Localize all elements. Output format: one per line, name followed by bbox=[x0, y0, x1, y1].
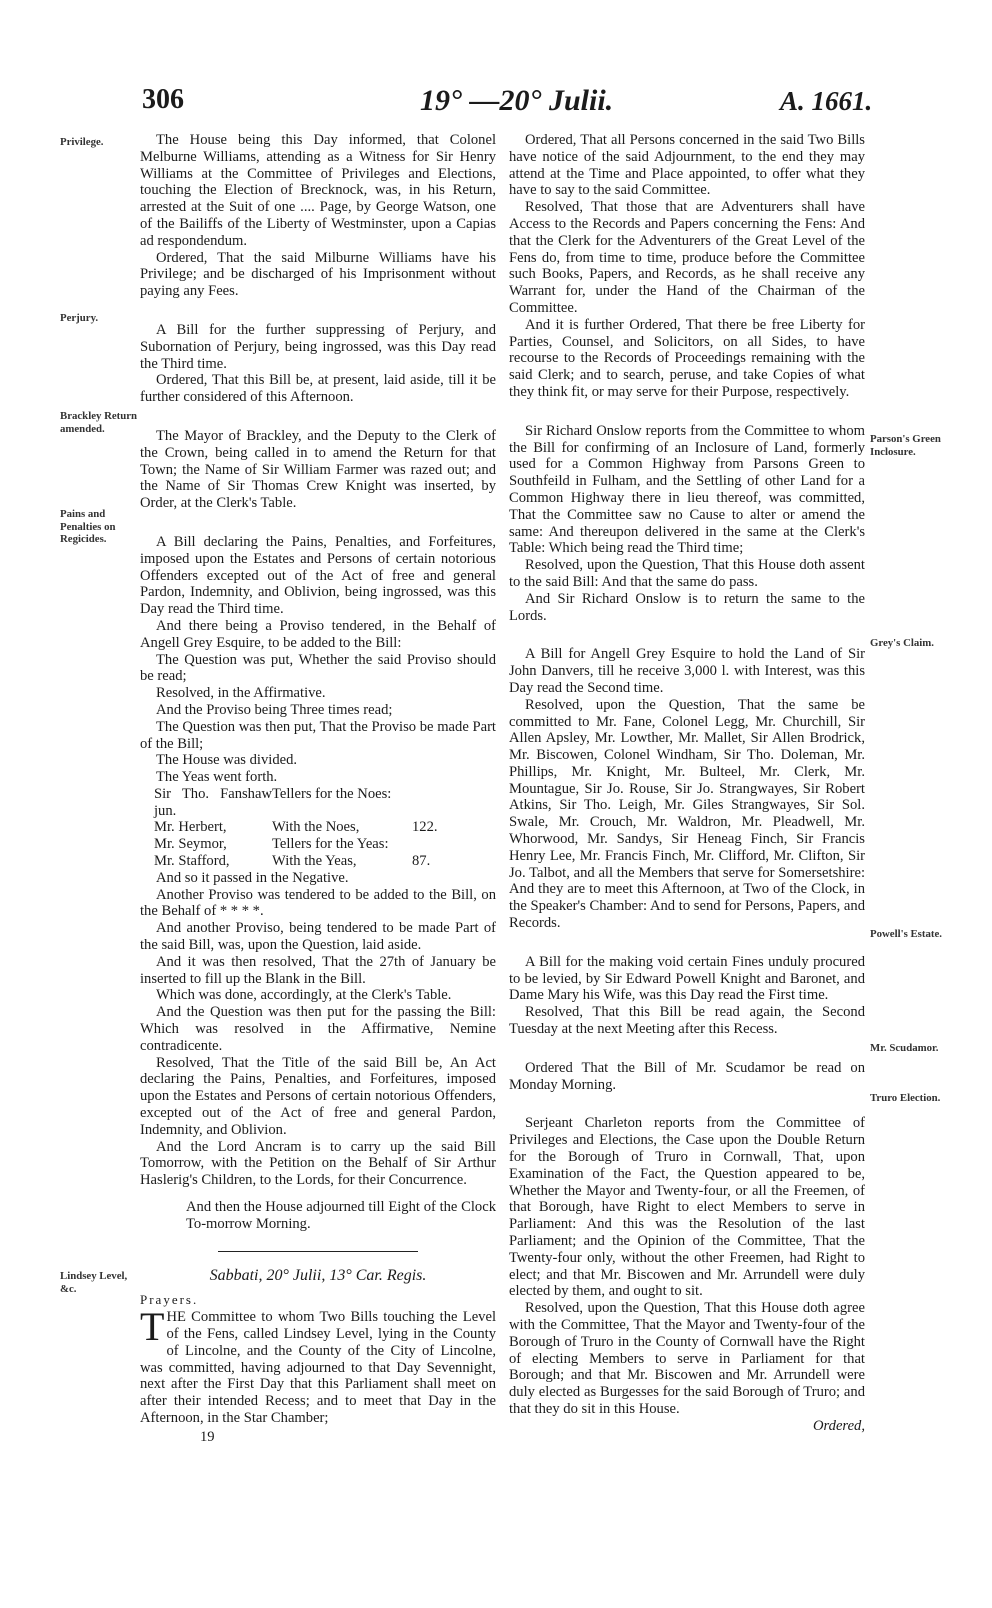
teller-count bbox=[412, 786, 452, 820]
paragraph: Resolved, That the Title of the said Bill be, An Act declaring the Pains, Penalties, and Forfeitures, imposed upon the Estates and Persons of certain notorious Offenders, excepted out of the Act of free and general Pardon, Indemnity, and Oblivion. bbox=[140, 1054, 496, 1138]
page-year: A. 1661. bbox=[780, 86, 873, 116]
teller-name: Mr. Stafford, bbox=[154, 853, 230, 870]
right-column bbox=[509, 132, 865, 1435]
adjournment-line: And then the House adjourned till Eight of the Clock To-morrow Morning. bbox=[186, 1199, 496, 1232]
day-heading: Sabbati, 20° Julii, 13° Car. Regis. bbox=[209, 1266, 427, 1284]
margin-note-truro: Truro Election. bbox=[870, 1092, 941, 1104]
paragraph: And it is further Ordered, That there be free Liberty for Parties, Counsel, and Solicitors, on all Sides, to have recourse to the Records of Proceedings remaining with the said Clerk; and to search, peruse, and take Copies of what they think fit, or may serve for their Purpose, respectively. bbox=[509, 316, 865, 400]
paragraph: A Bill for the further suppressing of Perjury, and Subornation of Perjury, being ingrossed, was this Day read the Third time. bbox=[140, 321, 496, 372]
teller-count bbox=[412, 836, 452, 853]
margin-note-pains: Pains and Penalties on Regicides. bbox=[60, 508, 116, 546]
paragraph: The Mayor of Brackley, and the Deputy to the Clerk of the Crown, being called in to amend the Return for that Town; the Name of Sir William Farmer was razed out; and the Name of Sir Thomas Crew Knight was inserted, by Order, at the Clerk's Table. bbox=[140, 427, 496, 512]
paragraph: The Question was put, Whether the said Proviso should be read; bbox=[140, 651, 496, 685]
tellers-table bbox=[140, 786, 496, 870]
tellers-row bbox=[154, 819, 496, 836]
page-number: 306 bbox=[142, 84, 184, 115]
teller-name: Sir Tho. Fanshaw jun. bbox=[154, 785, 272, 819]
tellers-row bbox=[154, 853, 496, 870]
section-divider bbox=[218, 1251, 418, 1252]
paragraph: And another Proviso, being tendered to be made Part of the said Bill, was, upon the Question, laid aside. bbox=[140, 920, 496, 954]
paragraph: The Yeas went forth. bbox=[156, 769, 278, 786]
margin-note-scudamor: Mr. Scudamor. bbox=[870, 1042, 939, 1054]
paragraph: Resolved, upon the Question, That this House doth agree with the Committee, That the Mayor and Twenty-four of the Borough of Truro in the County of Cornwall have the Right of electing Members to serve in Parliament for that Borough; and that Mr. Biscowen and Mr. Arrundell were duly elected as Burgesses for the said Borough of Truro; and that they do sit in this House. bbox=[509, 1300, 865, 1417]
drop-cap: T bbox=[140, 1304, 165, 1350]
paragraph: Resolved, upon the Question, That the same be committed to Mr. Fane, Colonel Legg, Mr. Churchill, Sir Allen Apsley, Mr. Lowther, Mr. Mallet, Sir Allen Brodrick, Mr. Biscowen, Colonel Windham, Sir Tho. Doleman, Mr. Phillips, Mr. Knight, Mr. Bulteel, Mr. Clerk, Mr. Mountague, Sir Jo. Rouse, Sir Jo. Strangwayes, Sir Robert Atkins, Sir Tho. Leigh, Mr. Giles Strangwayes, Sir Sol. Swale, Mr. Crouch, Mr. Waldron, Mr. Pleadwell, Mr. Whorwood, Mr. Sandys, Sir Heneag Finch, Sir Francis Henry Lee, Mr. Francis Finch, Mr. Clifford, Mr. Clifton, Sir Jo. Talbot, and all the Members that serve for Somersetshire: And they are to meet this Afternoon, at Two of the Clock, in the Speaker's Chamber: And to send for Persons, Papers, and Records. bbox=[509, 696, 865, 932]
paragraph: Sir Richard Onslow reports from the Committee to whom the Bill for confirming of an Inclosure of Land, formerly used for a Common Highway from Parsons Green to Southfeild in Fulham, and the Settling of other Land for a Common Highway there in lieu thereof, was committed, That the Committee saw no Cause to alter or amend the same: And thereupon delivered in the same at the Clerk's Table: Which being read the Third time; bbox=[509, 422, 865, 557]
paragraph: And there being a Proviso tendered, in the Behalf of Angell Grey Esquire, to be added to the Bill: bbox=[140, 617, 496, 651]
margin-note-brackley: Brackley Return amended. bbox=[60, 410, 138, 435]
margin-note-powell: Powell's Estate. bbox=[870, 928, 942, 940]
teller-name: Mr. Seymor, bbox=[154, 836, 227, 853]
paragraph: And it was then resolved, That the 27th of January be inserted to fill up the Blank in the Bill. bbox=[140, 953, 496, 987]
paragraph: A Bill for the making void certain Fines unduly procured to be levied, by Sir Edward Powell Knight and Baronet, and Dame Mary his Wife, was this Day read the First time. bbox=[509, 953, 865, 1004]
paragraph: Which was done, accordingly, at the Clerk's Table. bbox=[156, 987, 452, 1004]
teller-name: Mr. Herbert, bbox=[154, 819, 227, 836]
paragraph: Resolved, in the Affirmative. bbox=[156, 685, 326, 702]
paragraph: The House was divided. bbox=[156, 752, 298, 769]
paragraph: Ordered That the Bill of Mr. Scudamor be read on Monday Morning. bbox=[509, 1059, 865, 1093]
paragraph: Another Proviso was tendered to be added to the Bill, on the Behalf of * * * *. bbox=[140, 886, 496, 920]
teller-count: 87. bbox=[412, 853, 431, 870]
paragraph: Resolved, That this Bill be read again, the Second Tuesday at the next Meeting after this Recess. bbox=[509, 1004, 865, 1038]
tellers-row bbox=[154, 786, 496, 820]
paragraph: Ordered, That the said Milburne Williams have his Privilege; and be discharged of his Imprisonment without paying any Fees. bbox=[140, 249, 496, 300]
teller-role: With the Noes, bbox=[272, 819, 360, 836]
catchword: Ordered, bbox=[812, 1417, 865, 1434]
paragraph: Resolved, upon the Question, That this House doth assent to the said Bill: And that the same do pass. bbox=[509, 557, 865, 590]
teller-role: With the Yeas, bbox=[272, 853, 357, 870]
paragraph: And the Lord Ancram is to carry up the said Bill Tomorrow, with the Petition on the Behalf of Sir Arthur Haslerig's Children, to the Lords, for their Concurrence. bbox=[140, 1138, 496, 1189]
prayers-heading: Prayers. bbox=[140, 1292, 199, 1308]
margin-note-perjury: Perjury. bbox=[60, 312, 99, 324]
teller-count: 122. bbox=[412, 819, 438, 836]
paragraph: HE Committee to whom Two Bills touching the Level of the Fens, called Lindsey Level, lying in the County of Lincolne, and the County of the City of Lincolne, was committed, having adjourned to that Day Sevennight, next after the First Day that this Parliament shall meet on after their intended Recess; and to meet that Day in the Afternoon, in the Star Chamber; bbox=[140, 1309, 496, 1426]
paragraph: The House being this Day informed, that Colonel Melburne Williams, attending as a Witness for Sir Henry Williams at the Committee of Privileges and Elections, touching the Election of Brecknock, was, in his Return, arrested at the Suit of one .... Page, by George Watson, one of the Bailiffs of the Liberty of Westminster, upon a Capias ad respondendum. bbox=[140, 132, 496, 249]
teller-role: Tellers for the Yeas: bbox=[272, 836, 389, 853]
paragraph: The Question was then put, That the Proviso be made Part of the Bill; bbox=[140, 718, 496, 752]
paragraph: A Bill for Angell Grey Esquire to hold the Land of Sir John Danvers, till he receive 3,000 l. with Interest, was this Day read the Second time. bbox=[509, 646, 865, 696]
paragraph: And the Question was then put for the passing the Bill: Which was resolved in the Affirmative, Nemine contradicente. bbox=[140, 1004, 496, 1054]
paragraph: Ordered, That all Persons concerned in the said Two Bills have notice of the said Adjournment, to the end they may attend at the Time and Place appointed, to offer what they have to say to the said Committee. bbox=[509, 132, 865, 199]
paragraph: A Bill declaring the Pains, Penalties, and Forfeitures, imposed upon the Estates and Persons of certain notorious Offenders excepted out of the Act of free and general Pardon, Indemnity, and Oblivion, being ingrossed, was this Day read the Third time. bbox=[140, 533, 496, 618]
paragraph: Ordered, That this Bill be, at present, laid aside, till it be further considered of this Afternoon. bbox=[140, 372, 496, 406]
margin-note-parsons-green: Parson's Green Inclosure. bbox=[870, 433, 941, 458]
paragraph: Resolved, That those that are Adventurers shall have Access to the Records and Papers concerning the Fens: And that the Clerk for the Adventurers of the Great Level of the Fens do, from time to time, produce before the Committee such Books, Papers, and Records, as he shall receive any Warrant for, under the Hand of the Chairman of the Committee. bbox=[509, 199, 865, 316]
margin-note-grey: Grey's Claim. bbox=[870, 637, 934, 649]
page-date: 19° —20° Julii. bbox=[420, 84, 614, 117]
paragraph: And the Proviso being Three times read; bbox=[156, 701, 393, 718]
tellers-row bbox=[154, 836, 496, 853]
signature-mark: 19 bbox=[200, 1428, 215, 1445]
paragraph: Serjeant Charleton reports from the Committee of Privileges and Elections, the Case upon the Double Return for the Borough of Truro in Cornwall, That, upon Examination of the Fact, the Question appeared to be, Whether the Mayor and Twenty-four, or all the Freemen, of that Borough, have Right to elect Members to serve in Parliament: And this was the Resolution of the last Parliament; and the Opinion of the Committee, That the Twenty-four only, without the other Freemen, had Right to elect; and that Mr. Biscowen and Mr. Arrundell were duly elected by them, and ought to sit. bbox=[509, 1115, 865, 1300]
paragraph: And Sir Richard Onslow is to return the same to the Lords. bbox=[509, 590, 865, 624]
margin-note-lindsey: Lindsey Level, &c. bbox=[60, 1270, 128, 1295]
left-column bbox=[140, 132, 496, 1446]
paragraph: And so it passed in the Negative. bbox=[156, 869, 349, 886]
margin-note-privilege: Privilege. bbox=[60, 136, 104, 148]
teller-role: Tellers for the Noes: bbox=[272, 785, 392, 802]
